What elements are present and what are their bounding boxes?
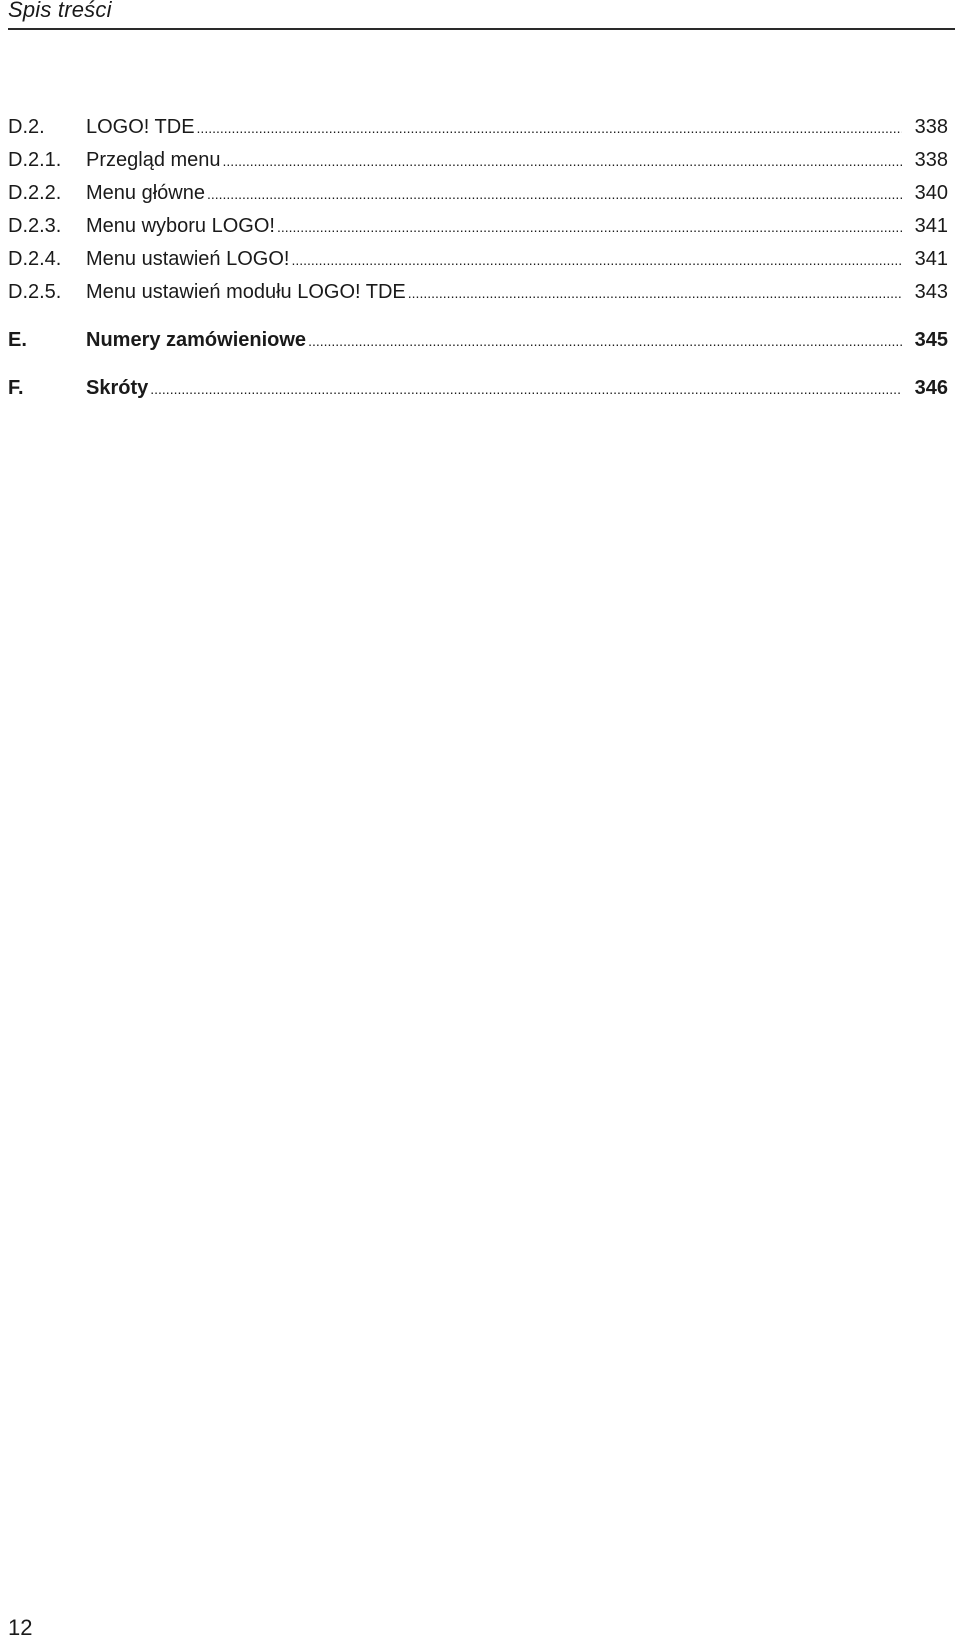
toc-entry-title: LOGO! TDE <box>86 116 195 138</box>
page-header <box>8 0 955 30</box>
toc-entry-title: Menu główne <box>86 182 205 204</box>
toc-entry-page: 343 <box>914 281 948 303</box>
toc-entry-page: 338 <box>914 149 948 171</box>
toc-dot-leader <box>308 329 902 353</box>
toc-entry-d23[interactable] <box>8 214 948 247</box>
toc-entry-d24[interactable] <box>8 247 948 280</box>
toc-entry-d2[interactable] <box>8 115 948 148</box>
toc-entry-title: Menu ustawień modułu LOGO! TDE <box>86 281 406 303</box>
toc-entry-title: Skróty <box>86 377 149 399</box>
toc-entry-f[interactable] <box>8 376 948 409</box>
toc-dot-leader <box>277 215 902 239</box>
toc-entry-number: D.2.1. <box>8 149 62 171</box>
toc-entry-page: 338 <box>914 116 948 138</box>
toc-entry-title: Menu wyboru LOGO! <box>86 215 275 237</box>
toc-entry-d25[interactable] <box>8 280 948 313</box>
toc-dot-leader <box>408 281 902 305</box>
toc-entry-page: 341 <box>914 248 948 270</box>
toc-entry-title: Przegląd menu <box>86 149 221 171</box>
toc-dot-leader <box>291 248 902 272</box>
toc-dot-leader <box>197 116 902 140</box>
toc-dot-leader <box>207 182 902 206</box>
toc-entry-number: D.2.3. <box>8 215 62 237</box>
toc-entry-page: 345 <box>914 329 948 351</box>
toc-entry-number: D.2. <box>8 116 45 138</box>
toc-dot-leader <box>223 149 902 173</box>
toc-entry-d21[interactable] <box>8 148 948 181</box>
toc-entry-number: D.2.5. <box>8 281 62 303</box>
toc-entry-page: 341 <box>914 215 948 237</box>
toc-entry-number: E. <box>8 329 27 351</box>
toc-dot-leader <box>150 377 902 401</box>
toc-entry-e[interactable] <box>8 328 948 361</box>
header-title: Spis treści <box>8 0 112 22</box>
toc-entry-page: 340 <box>914 182 948 204</box>
page-number: 12 <box>8 1615 33 1640</box>
toc-entry-number: D.2.2. <box>8 182 62 204</box>
toc-entry-d22[interactable] <box>8 181 948 214</box>
table-of-contents <box>8 115 948 409</box>
toc-entry-title: Menu ustawień LOGO! <box>86 248 290 270</box>
toc-entry-page: 346 <box>914 377 948 399</box>
toc-entry-number: F. <box>8 377 24 399</box>
toc-entry-title: Numery zamówieniowe <box>86 329 307 351</box>
toc-entry-number: D.2.4. <box>8 248 62 270</box>
